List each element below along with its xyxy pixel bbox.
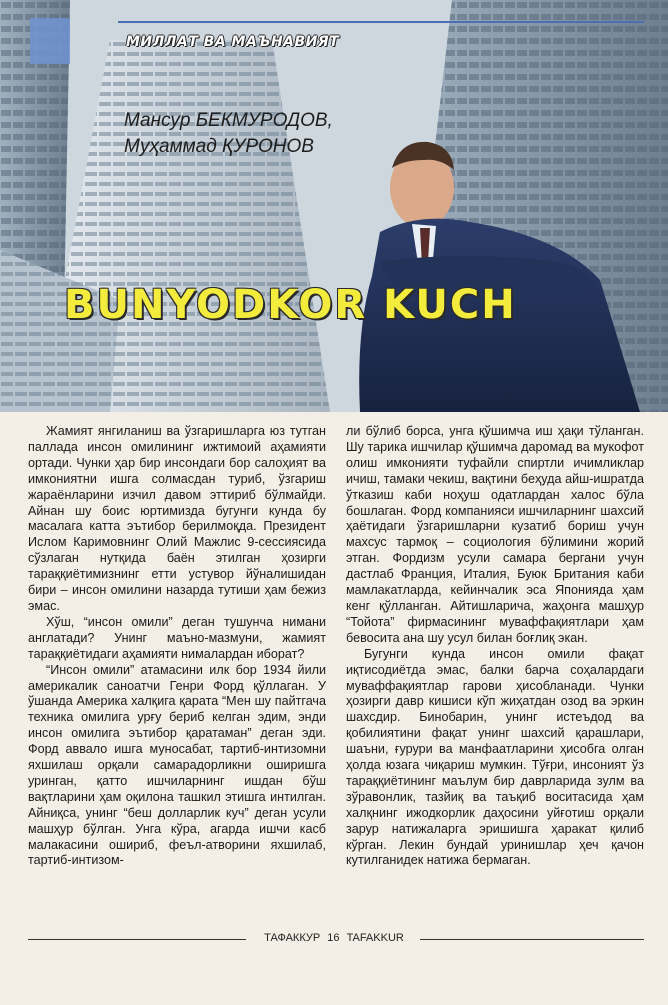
hero-photo-buildings-and-businessman	[0, 0, 668, 412]
paragraph: Хўш, “инсон омили” деган тушунча нимани англатади? Унинг маъно-мазмуни, жамият тараққиётидаги аҳамияти нималардан иборат?	[28, 614, 326, 661]
paragraph: “Инсон омили” атамасини илк бор 1934 йили америкалик саноатчи Генри Форд қўллаган. У ўшанда Америка халқига қарата “Мен шу пайтгача техника омилига урғу бериб келган эдим, энди инсон омилига эътибор қаратаман” деган эди. Форд аввало ишга муносабат, тартиб-интизомни яхшилаш орқали самарадорликни оширишга уринган, қатто ишчиларнинг ишдан бўш вақтларини ҳам оқилона ташкил этишга интилган. Айниқса, унинг “беш долларлик куч” деган усули машҳур бўлган. Унга кўра, агарда ишчи касб малакасини ошириб, феъл-атворини яхшилаб, тартиб-интизом-	[28, 662, 326, 868]
column-right	[346, 424, 644, 934]
page-number: 16	[327, 932, 340, 944]
column-left	[28, 424, 326, 934]
article-body	[28, 424, 644, 934]
footer-magazine-latin: TAFAKKUR	[346, 932, 404, 944]
section-title: МИЛЛАТ ВА МАЪНАВИЯТ	[126, 34, 340, 50]
hero-image	[0, 0, 668, 412]
author-1: Мансур БЕКМУРОДОВ,	[124, 110, 333, 131]
article-headline: BUNYODKOR KUCH	[64, 282, 517, 328]
page-footer	[28, 932, 644, 948]
top-accent-rule	[118, 21, 644, 23]
corner-accent-block	[30, 18, 70, 64]
author-2: Муҳаммад ҚУРОНОВ	[124, 136, 314, 157]
paragraph: Бугунги кунда инсон омили фақат иқтисодиётда эмас, балки барча соҳалардаги муваффақиятлар гарови ҳисобланади. Чунки ҳозирги давр кишиси кўп жиҳатдан озод ва эркин шахсдир. Бинобарин, унинг истеъдод ва қобилиятини фақат унинг шахсий қарашлари, шаъни, ғурури ва манфаатларини ҳисобга олган ҳолда юзага чиқариш мумкин. Тўғри, инсоният ўз тараққиётининг маълум бир даврларида зулм ва зўравонлик, тазйиқ ва таъқиб воситасида ҳам халқнинг ижодкорлик даҳосини уйғотиш орқали зарур натижаларга эришишга ҳаракат қилиб кўрган. Лекин бундай уринишлар ҳеч қачон кутилганидек натижа бермаган.	[346, 646, 644, 868]
footer-rule-left	[28, 939, 246, 940]
paragraph: ли бўлиб борса, унга қўшимча иш ҳақи тўланган. Шу тарика ишчилар қўшимча даромад ва мукофот олиш имконияти туфайли спиртли ичимликлар ичиш, тамаки чекиш, вақтини беҳуда айш-ишратда ўтказиш каби ноҳуш одатлардан халос бўла бошлаган. Форд компанияси ишчиларнинг шахсий ҳаётидаги ўзгаришларни кузатиб бориш учун махсус тармоқ – социология бўлимини жорий этган. Фордизм усули самара бергани учун дастлаб Франция, Италия, Буюк Британия каби мамлакатларда, кейинчалик эса Японияда ҳам кенг қўлланган. Айтишларича, жаҳонга машҳур “Тойота” фирмасининг муваффақиятлари ҳам бевосита ана шу усул билан боғлиқ экан.	[346, 424, 644, 645]
folio	[250, 932, 418, 944]
footer-rule-right	[420, 939, 644, 940]
authors	[124, 108, 333, 160]
footer-magazine-cyrillic: ТАФАККУР	[264, 932, 321, 944]
paragraph: Жамият янгиланиш ва ўзгаришларга юз тутган паллада инсон омилининг ижтимоий аҳамияти ортади. Чунки ҳар бир инсондаги бор салоҳият ва имкониятни ишга солмасдан туриб, ўзгариш жараёнларини изчил давом эттириб бўлмайди. Айнан шу боис юртимизда бугунги кунда бу масалага катта эътибор берилмоқда. Президент Ислом Каримовнинг Олий Мажлис 9-сессиясида сўзлаган нутқида баён этилган ҳозирги тараққиётимизнинг етти устувор йўналишидан бири – инсон омилини назарда тутиши ҳам бежиз эмас.	[28, 424, 326, 613]
